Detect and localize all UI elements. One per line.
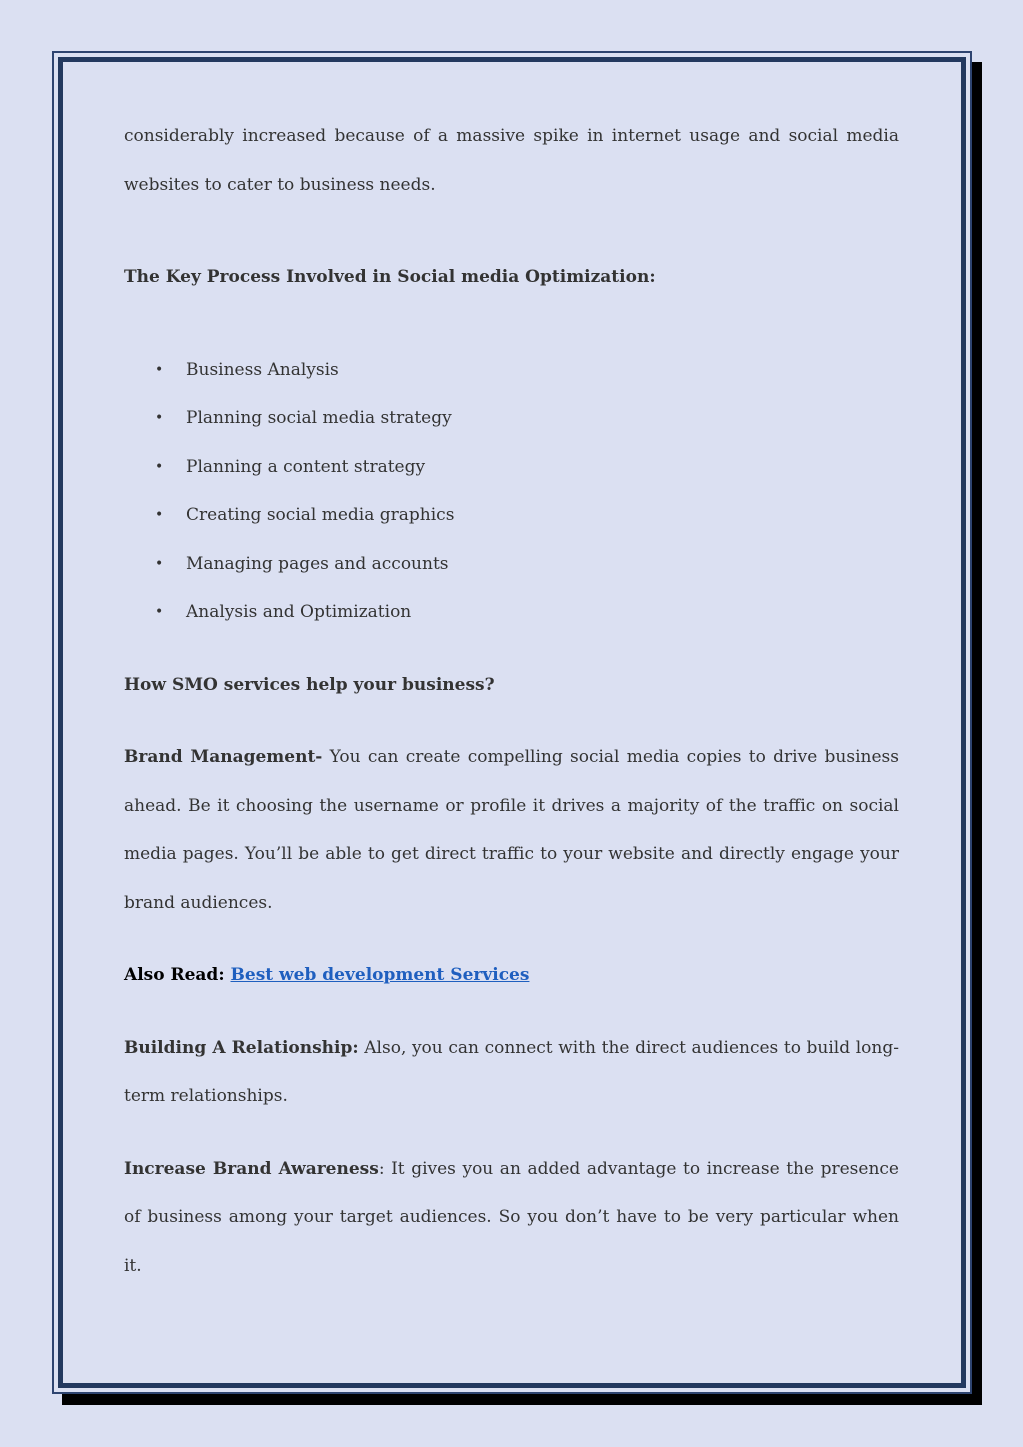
list-item-label: Creating social media graphics: [186, 505, 455, 525]
list-item-label: Planning social media strategy: [186, 408, 452, 428]
list-item-label: Managing pages and accounts: [186, 553, 449, 574]
intro-line-2: websites to cater to business needs.: [124, 174, 436, 195]
building-relationship-paragraph: [124, 1024, 899, 1121]
key-process-heading: The Key Process Involved in Social media Optimization:: [124, 267, 656, 287]
list-item-label: Business Analysis: [186, 359, 339, 380]
building-relationship-label: Building A Relationship:: [124, 1037, 359, 1058]
bullet-icon: •: [155, 604, 164, 620]
also-read-label: Also Read:: [124, 965, 231, 985]
list-item: [124, 346, 899, 395]
list-item: [124, 394, 899, 443]
list-item: [124, 540, 899, 589]
brand-management-text: You can create compelling social media copies to drive business ahead. Be it choosing the username or profile it drives a majority of the traffic on social media pages. You’ll be able to get direct traffic to your website and directly engage your brand audiences.: [124, 747, 899, 913]
bullet-icon: •: [155, 507, 164, 523]
brand-awareness-text: : It gives you an added advantage to increase the presence of business among your target audiences. So you don’t have to be very particular when it.: [124, 1158, 899, 1276]
brand-management-label: Brand Management-: [124, 747, 323, 767]
smo-help-heading: How SMO services help your business?: [124, 674, 495, 695]
brand-awareness-label: Increase Brand Awareness: [124, 1158, 379, 1179]
also-read-line: [124, 951, 899, 1000]
list-item: [124, 588, 899, 637]
intro-paragraph: [124, 112, 899, 161]
bullet-icon: •: [155, 555, 164, 572]
bullet-icon: •: [155, 361, 164, 378]
list-item: [124, 443, 899, 492]
list-item-label: Analysis and Optimization: [186, 602, 412, 622]
list-item-label: Planning a content strategy: [186, 456, 426, 477]
building-relationship-text: Also, you can connect with the direct audiences to build long-term relationships.: [124, 1037, 899, 1106]
document-content: [124, 112, 899, 1290]
brand-management-paragraph: [124, 733, 899, 927]
bullet-icon: •: [155, 458, 164, 475]
brand-awareness-paragraph: [124, 1145, 899, 1291]
intro-line-1: considerably increased because of a massive spike in internet usage and social media: [124, 126, 899, 146]
list-item: [124, 491, 899, 540]
key-process-list: [124, 346, 899, 637]
intro-paragraph-end: [124, 161, 899, 210]
bullet-icon: •: [155, 410, 164, 426]
best-web-development-link[interactable]: Best web development Services: [230, 965, 530, 985]
